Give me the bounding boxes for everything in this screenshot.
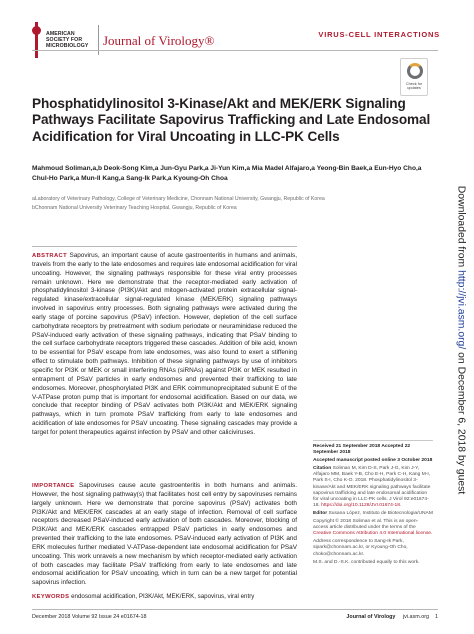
check-for-updates-button[interactable] xyxy=(400,58,428,96)
journal-name: Journal of Virology® xyxy=(103,32,215,48)
contribution-text: M.S. and D.-S.K. contributed equally to this work. xyxy=(313,559,420,565)
accepted-manuscript: Accepted manuscript posted online 3 October 2018 xyxy=(313,458,433,464)
footer-url[interactable]: jvi.asm.org xyxy=(402,614,429,620)
footer-divider xyxy=(32,609,438,610)
license-link[interactable]: Creative Commons Attribution 4.0 International license. xyxy=(313,531,433,537)
footer-journal-info xyxy=(346,614,438,620)
article-title: Phosphatidylinositol 3-Kinase/Akt and MEK/ERK Signaling Pathways Facilitate Sapovirus Trafficking and Late Endosomal Acidification for Viral Uncoating in LLC-PK Cells xyxy=(32,96,431,144)
citation xyxy=(313,466,433,509)
affiliation-a: aLaboratory of Veterinary Pathology, College of Veterinary Medicine, Chonnam National University, Gwangju, Republic of Korea xyxy=(32,196,325,202)
keywords-section xyxy=(32,593,297,601)
section-label: VIRUS-CELL INTERACTIONS xyxy=(318,30,440,39)
received-dates: Received 21 September 2018 Accepted 22 September 2018 xyxy=(313,444,411,456)
abstract-label: ABSTRACT xyxy=(32,253,68,259)
article-info-sidebar xyxy=(313,438,433,568)
citation-text: Soliman M, Kim D-S, Park J-G, Kim J-Y, Alfajaro MM, Baek Y-B, Cho E-H, Park C-H, Kang M-I, Park S-I, Cho K-O. 2018. Phosphatidylinositol 3-kinase/Akt and MEK/ERK signaling pathways facilitate sapovirus trafficking and late endosomal acidification for viral uncoating in LLC-PK cells. J Virol 92:e01674-18. xyxy=(313,466,431,508)
importance-section xyxy=(32,482,297,588)
editor-label: Editor xyxy=(313,510,328,516)
download-banner-text xyxy=(456,186,467,494)
copyright-text: Copyright © 2018 Soliman et al. This is an open-access article distributed under the terms of the xyxy=(313,519,419,531)
affiliation-b: bChonnam National University Veterinary Teaching Hospital, Gwangju, Republic of Korea xyxy=(32,205,237,212)
abstract-divider xyxy=(32,246,297,247)
download-suffix: on December 6, 2018 by guest xyxy=(455,349,467,495)
citation-label: Citation xyxy=(313,466,332,472)
society-name: AMERICAN SOCIETY FOR MICROBIOLOGY xyxy=(46,31,89,49)
abstract-text: Sapovirus, an important cause of acute gastroenteritis in humans and animals, travels from the early to the late endosomes and requires late endosomal acidification for viral uncoating. However, the signaling pathways responsible for these viral entry processes remain unknown. Here we demonstrate that the receptor-mediated early activation of phosphatidylinositol 3-kinase (PI3K)/Akt and mitogen-activated protein extracellular signal-regulated kinase/extracellular signal-regulated kinase (MEK/ERK) signaling pathways involved in sapovirus entry processes. Both signaling pathways were activated during the early stage of porcine sapovirus (PSaV) infection. However, depletion of the cell surface carbohydrate receptors by pretreatment with sodium periodate or neuraminidase reduced the PSaV-induced early activation of these signaling pathways, indicating that PSaV binding to the cell surface carbohydrate receptors triggered these cascades. Addition of bile acid, known to be essential for PSaV escape from late endosomes, was also found to exert a stiffening effect to stimulate both pathways. Inhibition of these signaling pathways by use of inhibitors specific for PI3K or MEK or small interfering RNAs (siRNAs) against PI3K or MEK resulted in entrapment of PSaV particles in early endosomes and prevented their trafficking to late endosomes. Moreover, phosphorylated PI3K and ERK coimmunoprecipitated subunit E of the V-ATPase proton pump that is important for endosomal acidification. Based on our data, we conclude that receptor binding of PSaV activates both PI3K/Akt and MEK/ERK signaling pathways, which in turn promote PSaV trafficking from early to late endosomes and acidification of late endosomes for PSaV uncoating. These signaling cascades may provide a target for potent therapeutics against infection by PSaV and other caliciviruses. xyxy=(32,252,297,436)
check-for-updates-label: Check for updates xyxy=(405,82,423,91)
editor-name: Susana López, Instituto de Biotecnologia/UNAM xyxy=(328,510,433,516)
importance-text: Sapoviruses cause acute gastroenteritis in both humans and animals. However, the host signaling pathway(s) that facilitates host cell entry by sapoviruses remains largely unknown. Here we demonstrate that porcine sapovirus (PSaV) activates both PI3K/Akt and MEK/ERK cascades at an early stage of infection. Removal of cell surface receptors decreased PSaV-induced early activation of both cascades. Moreover, blocking of PI3K/Akt and MEK/ERK cascades entrapped PSaV particles in early endosomes and prevented their trafficking to the late endosomes. PSaV-induced early activation of PI3K and ERK molecules further mediated V-ATPase-dependent late endosomal acidification for PSaV uncoating. This work unravels a new mechanism by which receptor-mediated early activation of both cascades may facilitate PSaV trafficking from early to late endosomes and late endosomal acidification for PSaV uncoating, which in turn can be a new target for potential sapovirus infection. xyxy=(32,482,297,587)
importance-label: IMPORTANCE xyxy=(32,483,75,489)
issue-info: December 2018 Volume 92 Issue 24 e01674-18 xyxy=(32,614,147,620)
page-number: 1 xyxy=(435,614,438,620)
journal-logo[interactable] xyxy=(32,22,214,58)
header-divider xyxy=(32,50,438,51)
footer-journal-name: Journal of Virology xyxy=(346,614,396,620)
doi-link[interactable]: https://doi.org/10.1128/JVI.01674-18. xyxy=(321,502,402,508)
download-link[interactable]: http://jvi.asm.org/ xyxy=(455,270,467,350)
copyright xyxy=(313,519,433,537)
download-banner xyxy=(452,94,470,586)
correspondence-text: Address correspondence to Sang-Ik Park, sipark@chonnam.ac.kr, or Kyoung-Oh Cho, choko@chonnam.ac.kr. xyxy=(313,539,408,557)
affiliations xyxy=(32,196,392,214)
keywords-label: KEYWORDS xyxy=(32,594,70,600)
abstract-section xyxy=(32,252,297,438)
contribution-note xyxy=(313,560,433,566)
download-prefix: Downloaded from xyxy=(455,185,467,271)
keywords-text: endosomal acidification, PI3K/Akt, MEK/ERK, sapovirus, viral entry xyxy=(71,593,255,600)
editor xyxy=(313,511,433,517)
author-list: Mahmoud Soliman,a,b Deok-Song Kim,a Jun-Gyu Park,a Ji-Yun Kim,a Mia Madel Alfajaro,a Yeong-Bin Baek,a Eun-Hyo Cho,a Chul-Ho Park,a Mun-Il Kang,a Sang-Ik Park,a Kyoung-Oh Choa xyxy=(32,165,422,182)
correspondence xyxy=(313,539,433,557)
asm-logo-icon xyxy=(32,22,42,58)
crossmark-icon xyxy=(407,63,423,79)
sidebar-divider xyxy=(313,440,433,441)
